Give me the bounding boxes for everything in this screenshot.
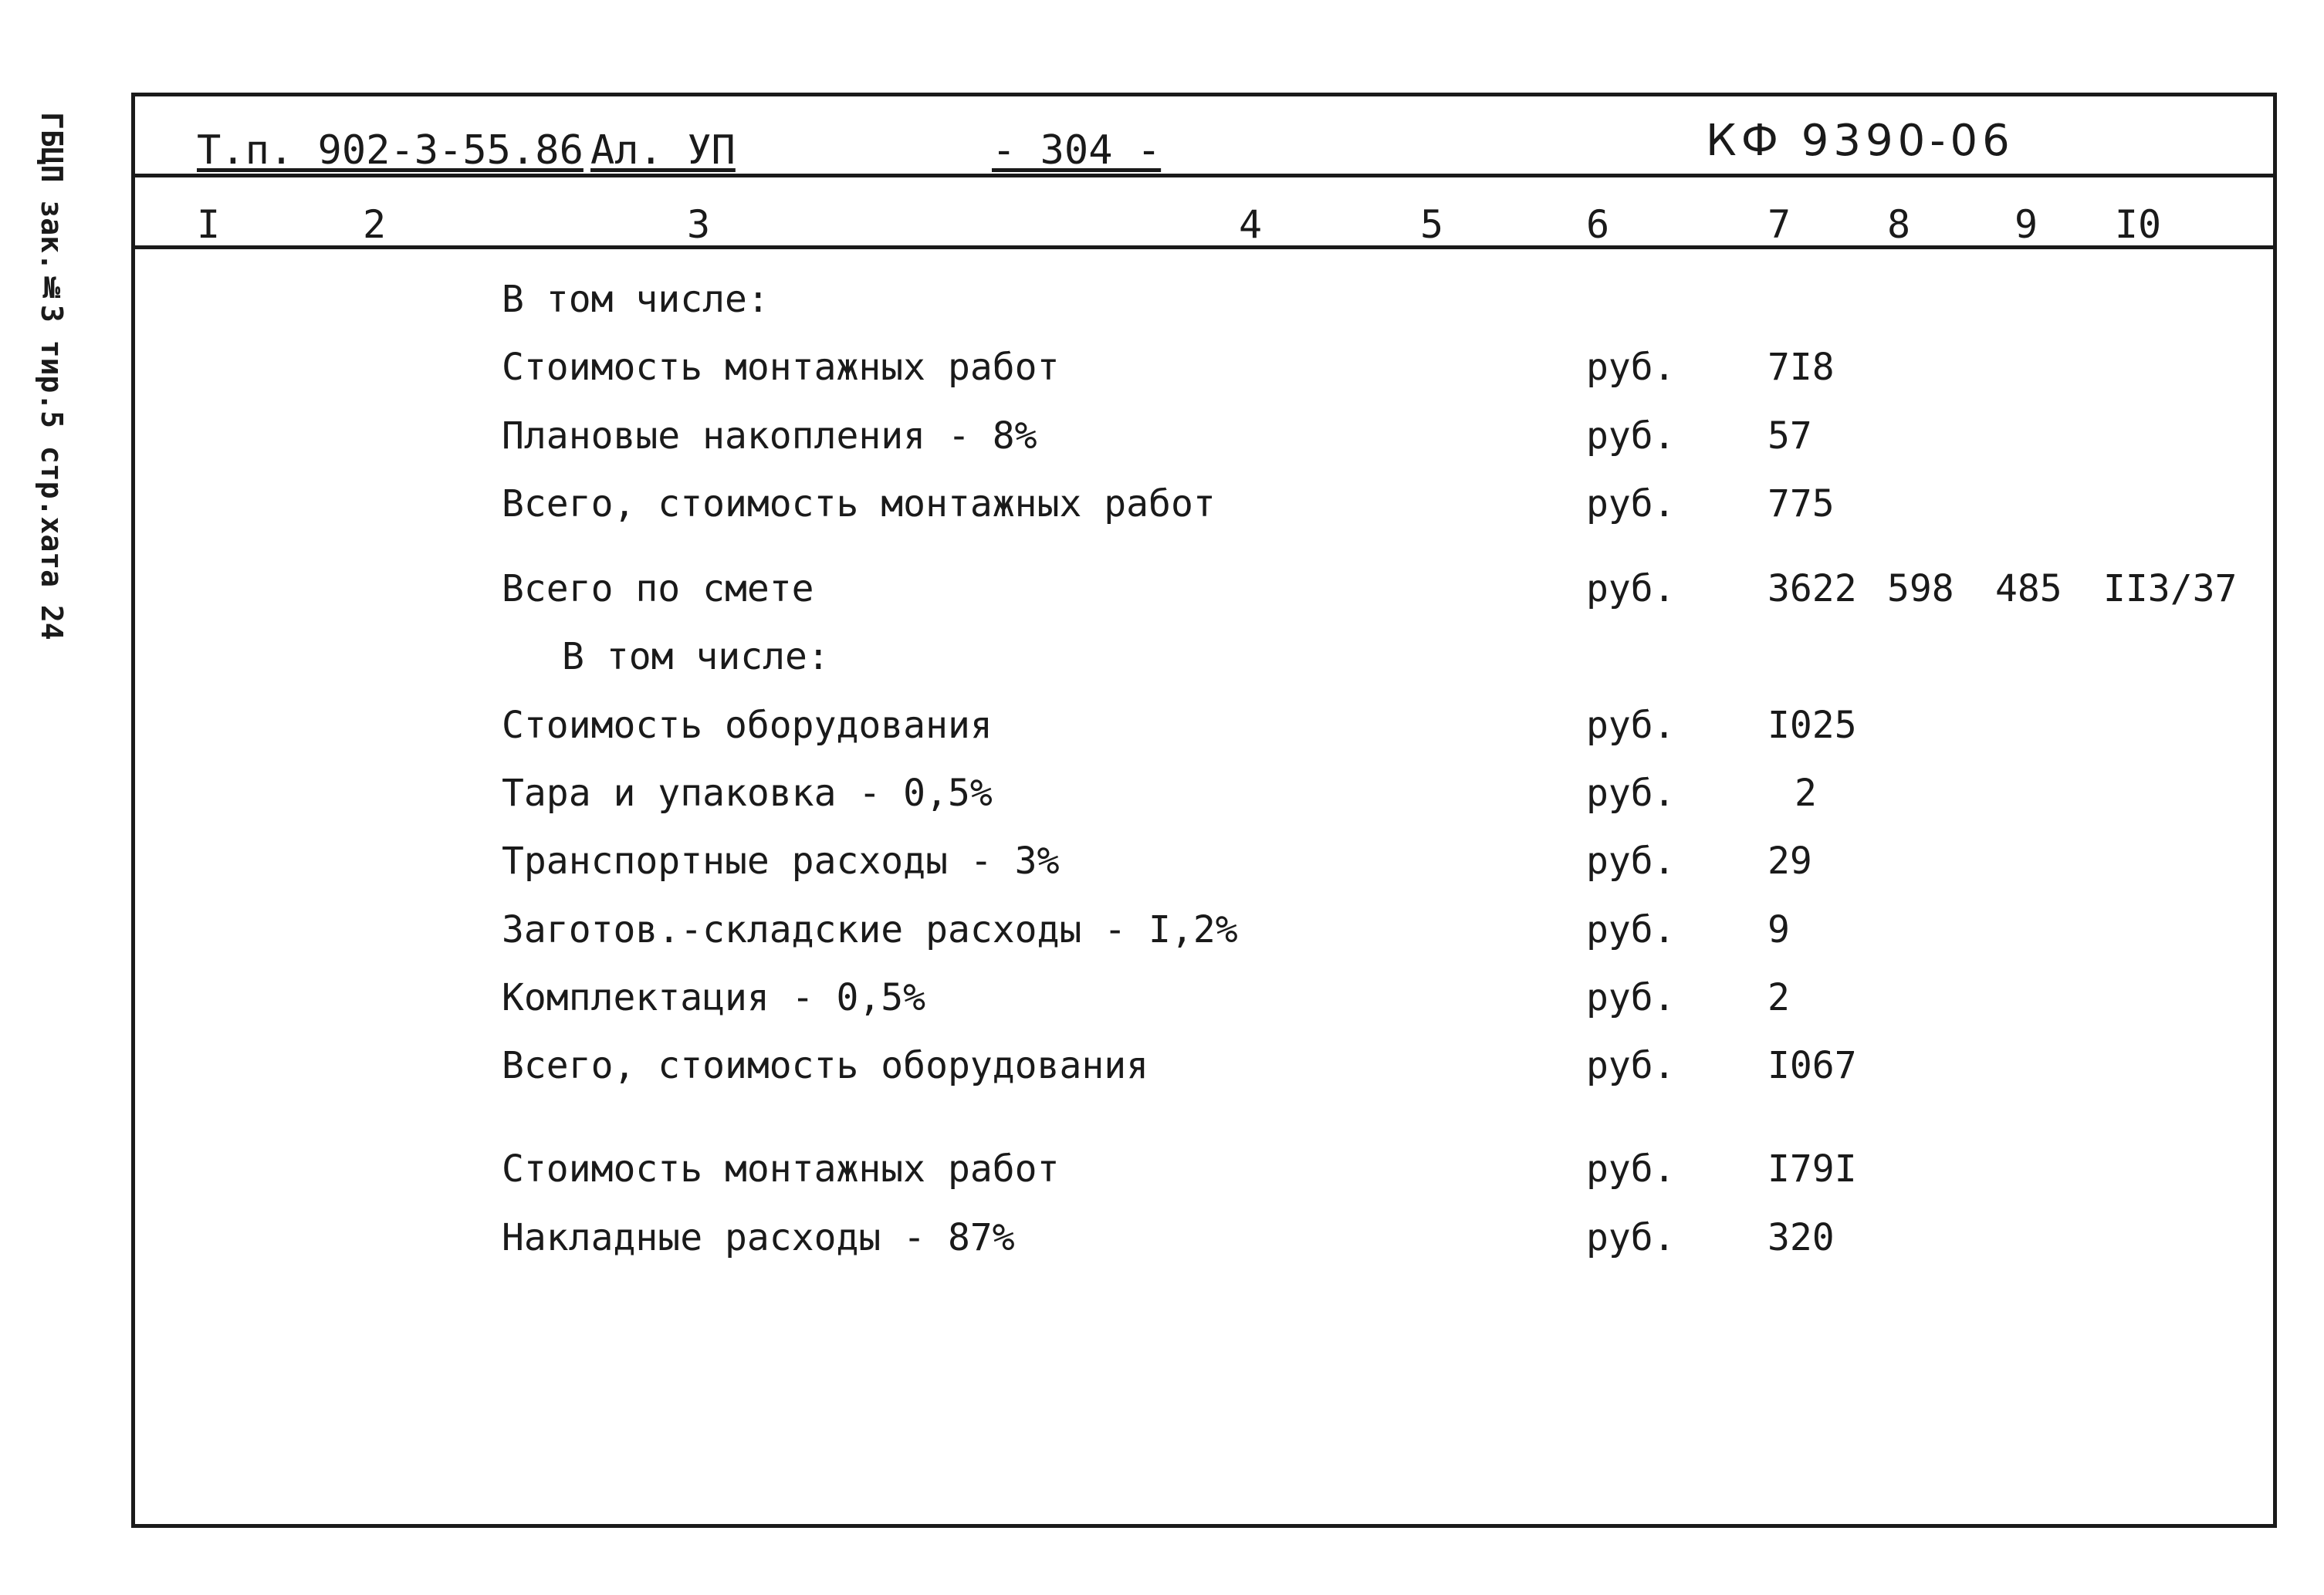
table-row <box>0 1216 2324 1270</box>
row-unit: руб. <box>1586 346 1676 389</box>
row-unit: руб. <box>1586 908 1676 951</box>
row-value-col7: 2 <box>1768 976 1790 1019</box>
table-row <box>0 976 2324 1030</box>
margin-print-stamp: ГБЦП зак.№3 тир.5 стр.хата 24 <box>35 112 69 640</box>
row-label: Заготов.-складские расходы - I,2% <box>502 908 1238 951</box>
row-value-col9: 485 <box>1995 567 2062 610</box>
table-row <box>0 482 2324 536</box>
column-number-8: 8 <box>1886 202 1911 247</box>
column-number-7: 7 <box>1767 202 1791 247</box>
column-number-1: I <box>196 202 221 247</box>
row-label: Плановые накопления - 8% <box>502 414 1037 458</box>
row-label: Всего, стоимость оборудования <box>502 1044 1149 1087</box>
row-unit: руб. <box>1586 567 1676 610</box>
row-label: Стоимость монтажных работ <box>502 346 1060 389</box>
table-row <box>0 567 2324 621</box>
row-label: В том числе: <box>562 635 830 678</box>
row-value-col7: 9 <box>1768 908 1790 951</box>
row-unit: руб. <box>1586 976 1676 1019</box>
row-unit: руб. <box>1586 704 1676 747</box>
column-number-5: 5 <box>1419 202 1444 247</box>
page-number: - 304 - <box>992 127 1162 174</box>
row-label: Всего, стоимость монтажных работ <box>502 482 1216 525</box>
row-value-col7: I025 <box>1768 704 1857 747</box>
table-row <box>0 704 2324 758</box>
row-label: Транспортные расходы - 3% <box>502 840 1060 883</box>
column-number-3: 3 <box>686 202 711 247</box>
column-number-2: 2 <box>362 202 387 247</box>
row-unit: руб. <box>1586 1216 1676 1259</box>
row-unit: руб. <box>1586 1147 1676 1191</box>
column-number-6: 6 <box>1585 202 1610 247</box>
column-number-4: 4 <box>1238 202 1263 247</box>
document-code: КФ 9390-06 <box>1706 116 2014 166</box>
row-value-col7: I067 <box>1768 1044 1857 1087</box>
row-label: Накладные расходы - 87% <box>502 1216 1015 1259</box>
row-value-col7: 57 <box>1768 414 1812 458</box>
table-row <box>0 414 2324 468</box>
row-value-col7: 2 <box>1795 772 1817 815</box>
row-label: Стоимость оборудования <box>502 704 993 747</box>
table-row <box>0 346 2324 400</box>
row-unit: руб. <box>1586 414 1676 458</box>
table-row <box>0 772 2324 826</box>
row-value-col8: 598 <box>1887 567 1954 610</box>
row-value-col7: I79I <box>1768 1147 1857 1191</box>
header-divider <box>131 174 2277 177</box>
table-row <box>0 908 2324 962</box>
row-unit: руб. <box>1586 772 1676 815</box>
row-value-col10: II3/37 <box>2103 567 2238 610</box>
row-label: В том числе: <box>502 278 770 321</box>
table-row <box>0 278 2324 332</box>
row-label: Всего по смете <box>502 567 814 610</box>
row-unit: руб. <box>1586 1044 1676 1087</box>
table-row <box>0 1147 2324 1201</box>
column-numbers-divider <box>131 245 2277 249</box>
project-number: Т.п. 902-3-55.86 <box>197 127 584 174</box>
column-number-9: 9 <box>2014 202 2038 247</box>
row-unit: руб. <box>1586 482 1676 525</box>
row-value-col7: 320 <box>1768 1216 1835 1259</box>
row-value-col7: 29 <box>1768 840 1812 883</box>
album-label: Ал. УП <box>590 127 736 174</box>
row-value-col7: 7I8 <box>1768 346 1835 389</box>
table-row <box>0 840 2324 894</box>
row-label: Стоимость монтажных работ <box>502 1147 1060 1191</box>
table-row <box>0 635 2324 689</box>
table-row <box>0 1044 2324 1098</box>
row-label: Тара и упаковка - 0,5% <box>502 772 993 815</box>
row-label: Комплектация - 0,5% <box>502 976 926 1019</box>
row-value-col7: 775 <box>1768 482 1835 525</box>
row-unit: руб. <box>1586 840 1676 883</box>
column-number-10: I0 <box>2114 202 2162 247</box>
row-value-col7: 3622 <box>1768 567 1857 610</box>
